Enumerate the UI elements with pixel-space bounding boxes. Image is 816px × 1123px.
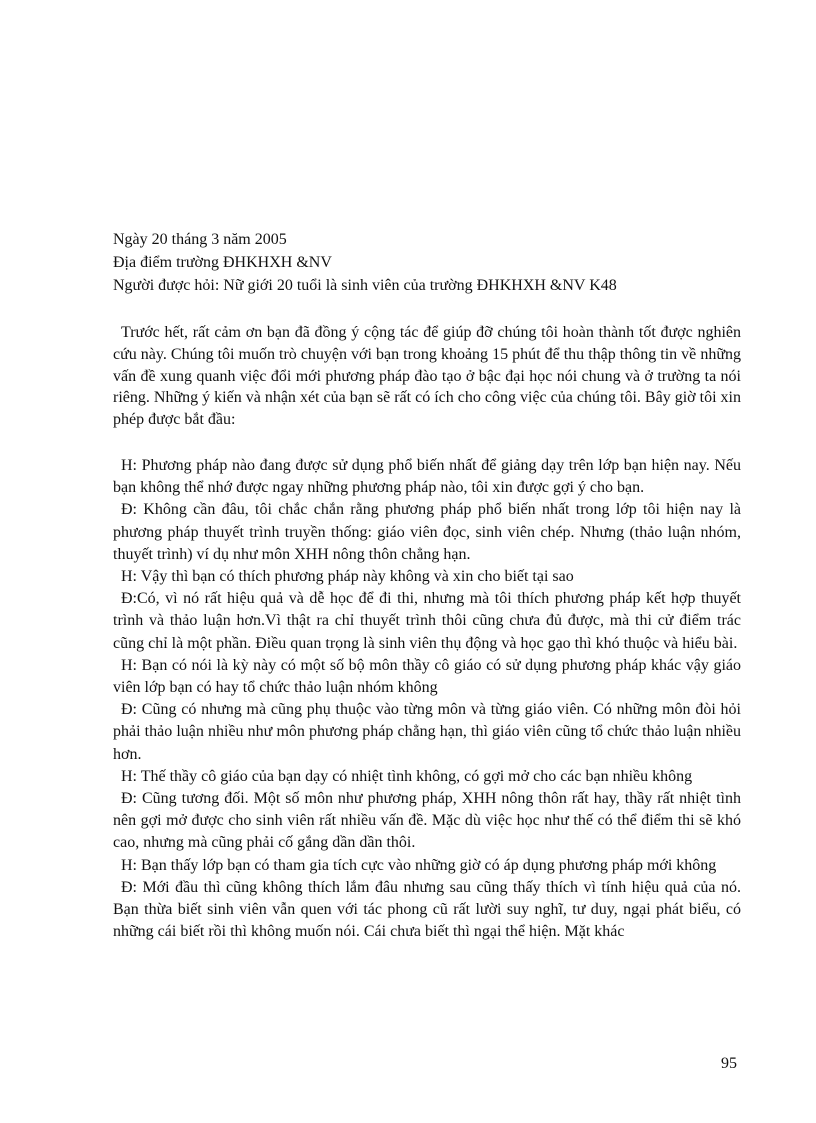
answer-2: Đ:Có, vì nó rất hiệu quả và dễ học để đi thi, nhưng mà tôi thích phương pháp kết hợp thuyết trình và thảo luận hơn.Vì thật ra chỉ thuyết trình thôi cũng chưa đủ được, mà thi cử điểm trác cũng chỉ là một phần. Điều quan trọng là sinh viên thụ động và học gạo thì khó thuộc và hiểu bài. <box>113 590 741 652</box>
intro-paragraph-block <box>113 322 741 431</box>
question-2: H: Vậy thì bạn có thích phương pháp này không và xin cho biết tại sao <box>121 568 574 586</box>
interview-header <box>113 229 753 298</box>
answer-1: Đ: Không cần đâu, tôi chắc chắn rằng phương pháp phổ biến nhất trong lớp tôi hiện nay là phương pháp thuyết trình truyền thống: giáo viên đọc, sinh viên chép. Nhưng (thảo luận nhóm, thuyết trình) ví dụ như môn XHH nông thôn chẳng hạn. <box>113 501 741 563</box>
interview-respondent: Người được hỏi: Nữ giới 20 tuổi là sinh viên của trường ĐHKHXH &NV K48 <box>113 277 617 294</box>
interview-transcript <box>113 455 741 943</box>
intro-paragraph: Trước hết, rất cảm ơn bạn đã đồng ý cộng tác để giúp đỡ chúng tôi hoàn thành tốt được nghiên cứu này. Chúng tôi muốn trò chuyện với bạn trong khoảng 15 phút để thu thập thông tin về những vấn đề xung quanh việc đổi mới phương pháp đào tạo ở bậc đại học nói chung và ở trường ta nói riêng. Những ý kiến và nhận xét của bạn sẽ rất có ích cho công việc của chúng tôi. Bây giờ tôi xin phép được bắt đầu: <box>113 324 741 429</box>
answer-5: Đ: Mới đầu thì cũng không thích lắm đâu nhưng sau cũng thấy thích vì tính hiệu quả của nó. Bạn thừa biết sinh viên vẫn quen với tác phong cũ rất lười suy nghĩ, tư duy, ngại phát biểu, có những cái biết rồi thì không muốn nói. Cái chưa biết thì ngại thể hiện. Mặt khác <box>113 878 741 941</box>
question-1: H: Phương pháp nào đang được sử dụng phổ biến nhất để giảng dạy trên lớp bạn hiện nay. Nếu bạn không thể nhớ được ngay những phương pháp nào, tôi xin được gợi ý cho bạn. <box>113 457 741 497</box>
answer-3: Đ: Cũng có nhưng mà cũng phụ thuộc vào từng môn và từng giáo viên. Có những môn đòi hỏi phải thảo luận nhiều như môn phương pháp chẳng hạn, thì giáo viên cũng tổ chức thảo luận nhiều hơn. <box>113 701 741 763</box>
interview-location: Địa điểm trường ĐHKHXH &NV <box>113 254 332 271</box>
page-number: 95 <box>721 1055 737 1072</box>
question-4: H: Thế thầy cô giáo của bạn dạy có nhiệt tình không, có gợi mở cho các bạn nhiều không <box>121 767 693 785</box>
answer-4: Đ: Cũng tương đối. Một số môn như phương pháp, XHH nông thôn rất hay, thầy rất nhiệt tình nên gợi mở được cho sinh viên rất nhiều vấn đề. Mặc dù việc học như thế có thể điểm thi sẽ khó cao, nhưng mà cũng phải cố gắng dần dần thôi. <box>113 790 741 852</box>
question-5: H: Bạn thấy lớp bạn có tham gia tích cực vào những giờ có áp dụng phương pháp mới không <box>121 856 717 874</box>
interview-date: Ngày 20 tháng 3 năm 2005 <box>113 231 287 248</box>
question-3: H: Bạn có nói là kỳ này có một số bộ môn thầy cô giáo có sử dụng phương pháp khác vậy giáo viên lớp bạn có hay tổ chức thảo luận nhóm không <box>113 656 741 697</box>
